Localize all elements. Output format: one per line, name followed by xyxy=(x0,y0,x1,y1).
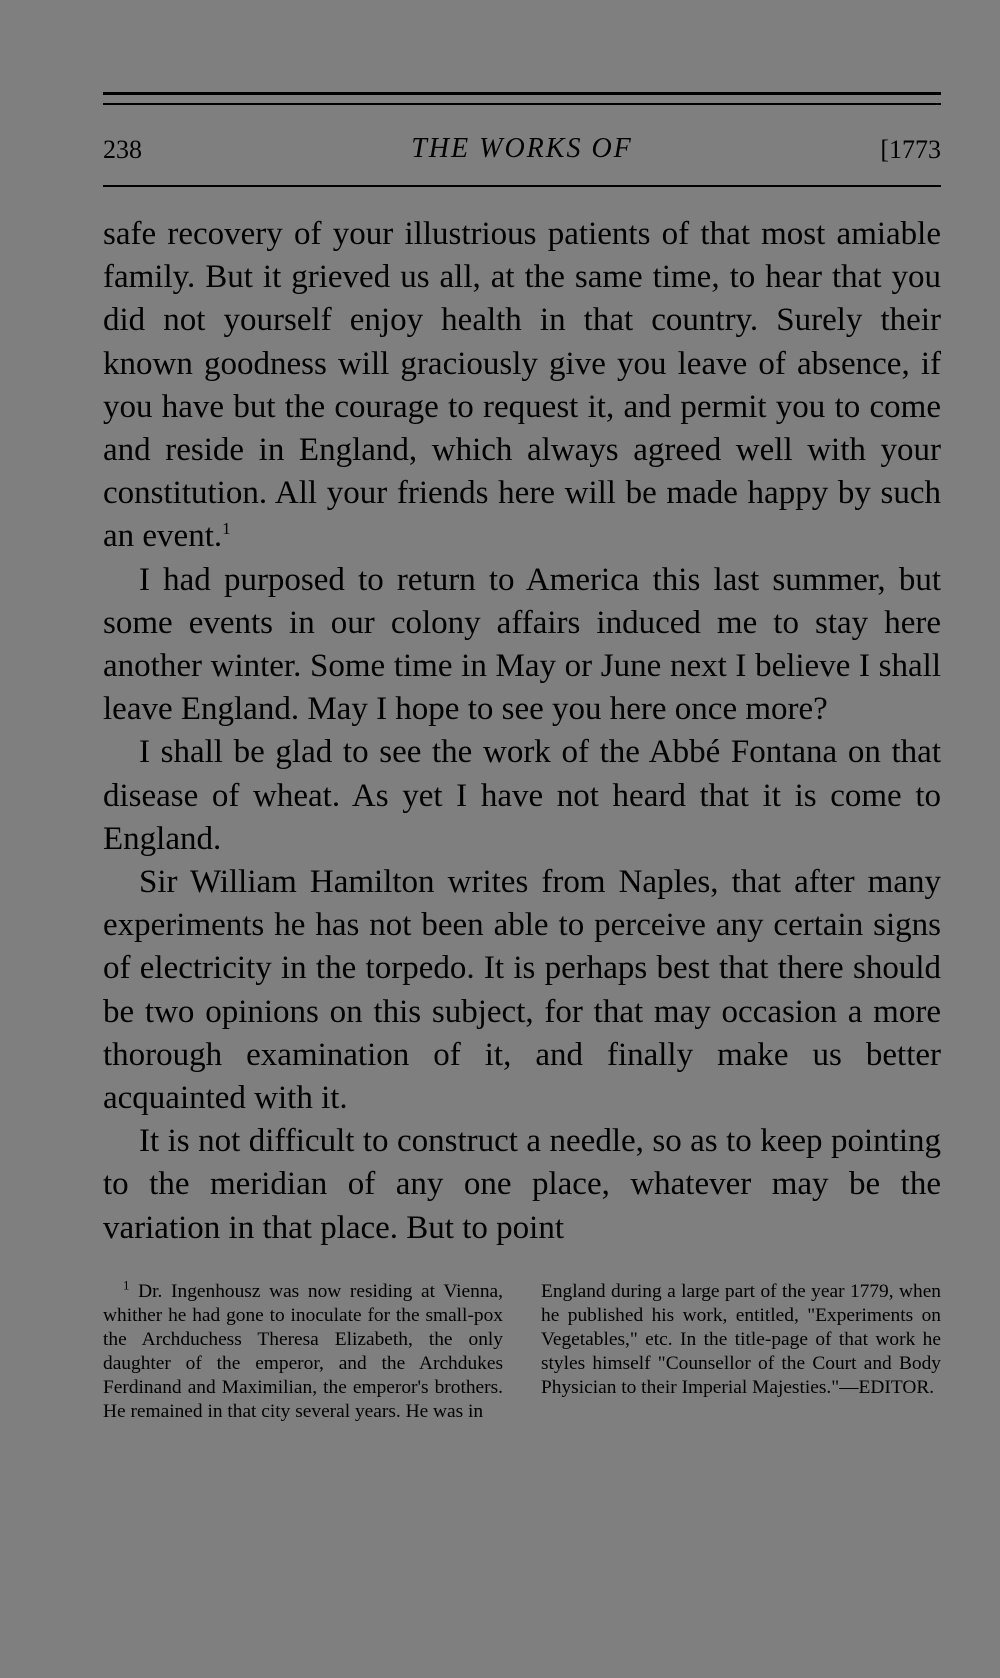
paragraph: Sir William Hamilton writes from Naples, that after many experiments he has not been able to perceive any certain signs of electricity in the torpedo. It is perhaps best that there should be two opinions on this subject, for that may occasion a more thorough examination of it, and finally make us better acquainted with it. xyxy=(103,864,941,1117)
top-rule-thin xyxy=(103,103,941,105)
footnote-text-right: England during a large part of the year 1779, when he published his work, entitled, "Experiments on Vegetables," etc. In the title-page of that work he styles himself "Counsellor of the Court and Body Physician to their Imperial Majesties."—EDITOR. xyxy=(541,1280,941,1398)
footnote xyxy=(103,1277,503,1424)
footnote-text-left: Dr. Ingenhousz was now residing at Vienna, whither he had gone to inoculate for the small-pox the Archduchess Theresa Elizabeth, the only daughter of the emperor, and the Archdukes Ferdinand and Maximilian, the emperor's brothers. He remained in that city several years. He was in xyxy=(103,1280,503,1422)
footnote-column-left xyxy=(103,1277,503,1424)
book-page xyxy=(103,92,941,1424)
body-text xyxy=(103,213,941,1250)
footnotes xyxy=(103,1277,941,1424)
header-year: [1773 xyxy=(880,135,941,164)
paragraph: It is not difficult to construct a needle, so as to keep pointing to the meridian of any one place, whatever may be the variation in that place. But to point xyxy=(103,1123,941,1246)
paragraph: I shall be glad to see the work of the Abbé Fontana on that disease of wheat. As yet I have not heard that it is come to England. xyxy=(103,734,941,857)
running-title: THE WORKS OF xyxy=(411,133,633,164)
paragraph xyxy=(103,213,941,559)
footnote-mark: 1 xyxy=(123,1277,130,1293)
footnote-reference: 1 xyxy=(222,519,231,539)
footnote-column-right xyxy=(541,1280,941,1424)
paragraph: I had purposed to return to America this last summer, but some events in our colony affairs induced me to stay here another winter. Some time in May or June next I believe I shall leave England. May I hope to see you here once more? xyxy=(103,561,941,728)
paragraph-text: safe recovery of your illustrious patients of that most amiable family. But it grieved us all, at the same time, to hear that you did not yourself enjoy health in that country. Surely their known goodness will graciously give you leave of absence, if you have but the courage to request it, and permit you to come and reside in England, which always agreed well with your constitution. All your friends here will be made happy by such an event. xyxy=(103,216,941,555)
running-header xyxy=(103,127,941,185)
top-rule xyxy=(103,92,941,95)
header-rule xyxy=(103,185,941,187)
page-number: 238 xyxy=(103,135,142,164)
